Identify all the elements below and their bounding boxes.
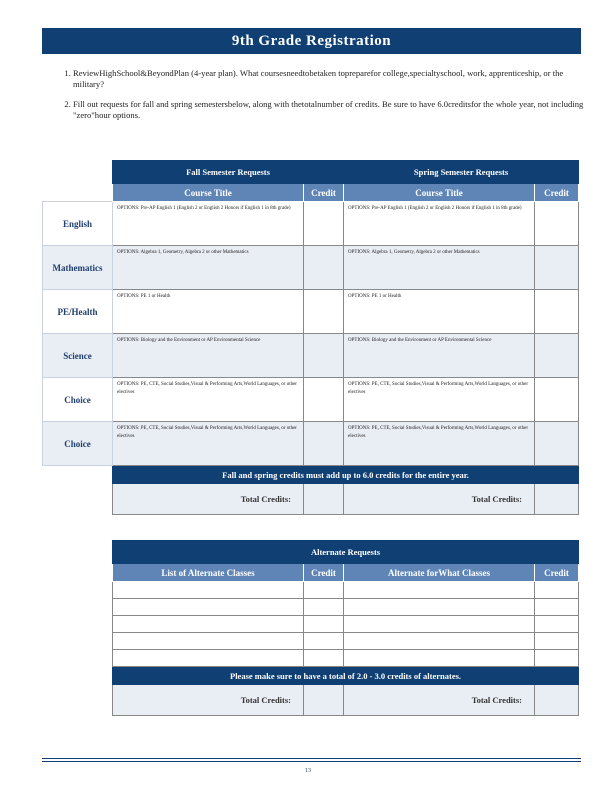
- instruction-item: 2. Fill out requests for fall and spring semestersbelow, along with thetotalnumber of credits. Be sure to have 6.0creditsfor the whole year, not including "zero"hour options.: [73, 99, 593, 121]
- request-row-english: [43, 202, 579, 246]
- alternate-total-credits-label: Total Credits:: [113, 685, 304, 716]
- spring-course-mathematics[interactable]: OPTIONS: Algebra 1, Geometry, Algebra 2 or other Mathematics: [344, 246, 535, 290]
- fall-course-science[interactable]: OPTIONS: Biology and the Environment or AP Environmental Science: [113, 334, 304, 378]
- alternate-credit-field[interactable]: [304, 599, 344, 616]
- alternate-total-credits-field[interactable]: [304, 685, 344, 716]
- alternate-for-credit-header: Credit: [535, 564, 579, 582]
- spring-course-title-header: Course Title: [344, 184, 535, 202]
- fall-credit-science[interactable]: [304, 334, 344, 378]
- spring-credit-english[interactable]: [535, 202, 579, 246]
- row-label-pe-health: PE/Health: [43, 290, 113, 334]
- fall-total-credits-label: Total Credits:: [113, 484, 304, 515]
- alternate-credit-field[interactable]: [304, 582, 344, 599]
- footer-divider: [42, 761, 581, 762]
- alternate-class-field[interactable]: [113, 650, 304, 667]
- alternate-credit-field[interactable]: [304, 650, 344, 667]
- fall-credit-pe-health[interactable]: [304, 290, 344, 334]
- fall-course-choice-2[interactable]: OPTIONS: PE, CTE, Social Studies,Visual & Performing Arts,World Languages, or other electives: [113, 422, 304, 466]
- alternate-credit-field[interactable]: [304, 633, 344, 650]
- alternate-row: [113, 582, 579, 599]
- alternate-for-header: Alternate forWhat Classes: [344, 564, 535, 582]
- page-number: 13: [305, 768, 311, 774]
- fall-credit-english[interactable]: [304, 202, 344, 246]
- spring-credit-choice-1[interactable]: [535, 378, 579, 422]
- alternate-for-credit-field[interactable]: [535, 599, 579, 616]
- alternate-for-credit-field[interactable]: [535, 616, 579, 633]
- request-row-choice-2: [43, 422, 579, 466]
- requests-table: [42, 160, 579, 515]
- alternate-for-total-credits-label: Total Credits:: [344, 685, 535, 716]
- fall-course-english[interactable]: OPTIONS: Pre-AP English 1 (English 2 or English 2 Honors if English 1 in 8th grade): [113, 202, 304, 246]
- fall-course-pe-health[interactable]: OPTIONS: PE 1 or Health: [113, 290, 304, 334]
- alternate-for-field[interactable]: [344, 616, 535, 633]
- spring-credit-science[interactable]: [535, 334, 579, 378]
- fall-semester-header: Fall Semester Requests: [113, 161, 344, 184]
- alternate-class-field[interactable]: [113, 582, 304, 599]
- alternate-class-field[interactable]: [113, 633, 304, 650]
- spring-course-choice-1[interactable]: OPTIONS: PE, CTE, Social Studies,Visual & Performing Arts,World Languages, or other electives: [344, 378, 535, 422]
- row-label-mathematics: Mathematics: [43, 246, 113, 290]
- spring-credit-pe-health[interactable]: [535, 290, 579, 334]
- alternate-row: [113, 633, 579, 650]
- alternate-for-credit-field[interactable]: [535, 633, 579, 650]
- alternates-table: [112, 540, 579, 716]
- fall-credit-header: Credit: [304, 184, 344, 202]
- row-label-choice: Choice: [43, 378, 113, 422]
- spring-course-english[interactable]: OPTIONS: Pre-AP English 1 (English 2 or English 2 Honors if English 1 in 8th grade): [344, 202, 535, 246]
- spring-total-credits-label: Total Credits:: [344, 484, 535, 515]
- alternates-requirement-note: Please make sure to have a total of 2.0 - 3.0 credits of alternates.: [113, 667, 579, 685]
- spring-semester-header: Spring Semester Requests: [344, 161, 579, 184]
- alternate-for-field[interactable]: [344, 650, 535, 667]
- alternate-for-credit-field[interactable]: [535, 582, 579, 599]
- alternate-classes-header: List of Alternate Classes: [113, 564, 304, 582]
- fall-course-mathematics[interactable]: OPTIONS: Algebra 1, Geometry, Algebra 2 or other Mathematics: [113, 246, 304, 290]
- request-row-pe-health: [43, 290, 579, 334]
- page-title: 9th Grade Registration: [42, 28, 581, 54]
- alternate-for-credit-field[interactable]: [535, 650, 579, 667]
- alternate-for-field[interactable]: [344, 599, 535, 616]
- alternate-row: [113, 616, 579, 633]
- alternate-class-field[interactable]: [113, 616, 304, 633]
- spring-credit-mathematics[interactable]: [535, 246, 579, 290]
- fall-course-choice-1[interactable]: OPTIONS: PE, CTE, Social Studies,Visual & Performing Arts,World Languages, or other electives: [113, 378, 304, 422]
- row-label-english: English: [43, 202, 113, 246]
- spring-course-choice-2[interactable]: OPTIONS: PE, CTE, Social Studies,Visual & Performing Arts,World Languages, or other electives: [344, 422, 535, 466]
- fall-course-title-header: Course Title: [113, 184, 304, 202]
- alternate-credit-header: Credit: [304, 564, 344, 582]
- spring-credit-header: Credit: [535, 184, 579, 202]
- fall-total-credits-field[interactable]: [304, 484, 344, 515]
- alternate-for-field[interactable]: [344, 582, 535, 599]
- row-label-choice: Choice: [43, 422, 113, 466]
- alternate-credit-field[interactable]: [304, 616, 344, 633]
- instruction-item: 1. ReviewHighSchool&BeyondPlan (4-year plan). What coursesneedtobetaken topreparefor college,specialtyschool, work, apprenticeship, or the military?: [73, 68, 593, 90]
- alternate-requests-header: Alternate Requests: [113, 541, 579, 564]
- request-row-mathematics: [43, 246, 579, 290]
- alternate-class-field[interactable]: [113, 599, 304, 616]
- alternate-for-field[interactable]: [344, 633, 535, 650]
- instructions-list: [56, 68, 593, 130]
- spring-course-science[interactable]: OPTIONS: Biology and the Environment or AP Environmental Science: [344, 334, 535, 378]
- fall-credit-choice-1[interactable]: [304, 378, 344, 422]
- spring-course-pe-health[interactable]: OPTIONS: PE 1 or Health: [344, 290, 535, 334]
- fall-credit-mathematics[interactable]: [304, 246, 344, 290]
- fall-credit-choice-2[interactable]: [304, 422, 344, 466]
- spring-total-credits-field[interactable]: [535, 484, 579, 515]
- row-label-science: Science: [43, 334, 113, 378]
- footer-divider: [42, 758, 581, 759]
- alternate-for-total-credits-field[interactable]: [535, 685, 579, 716]
- credits-requirement-note: Fall and spring credits must add up to 6.0 credits for the entire year.: [113, 466, 579, 484]
- request-row-science: [43, 334, 579, 378]
- spring-credit-choice-2[interactable]: [535, 422, 579, 466]
- alternate-row: [113, 650, 579, 667]
- alternate-row: [113, 599, 579, 616]
- request-row-choice-1: [43, 378, 579, 422]
